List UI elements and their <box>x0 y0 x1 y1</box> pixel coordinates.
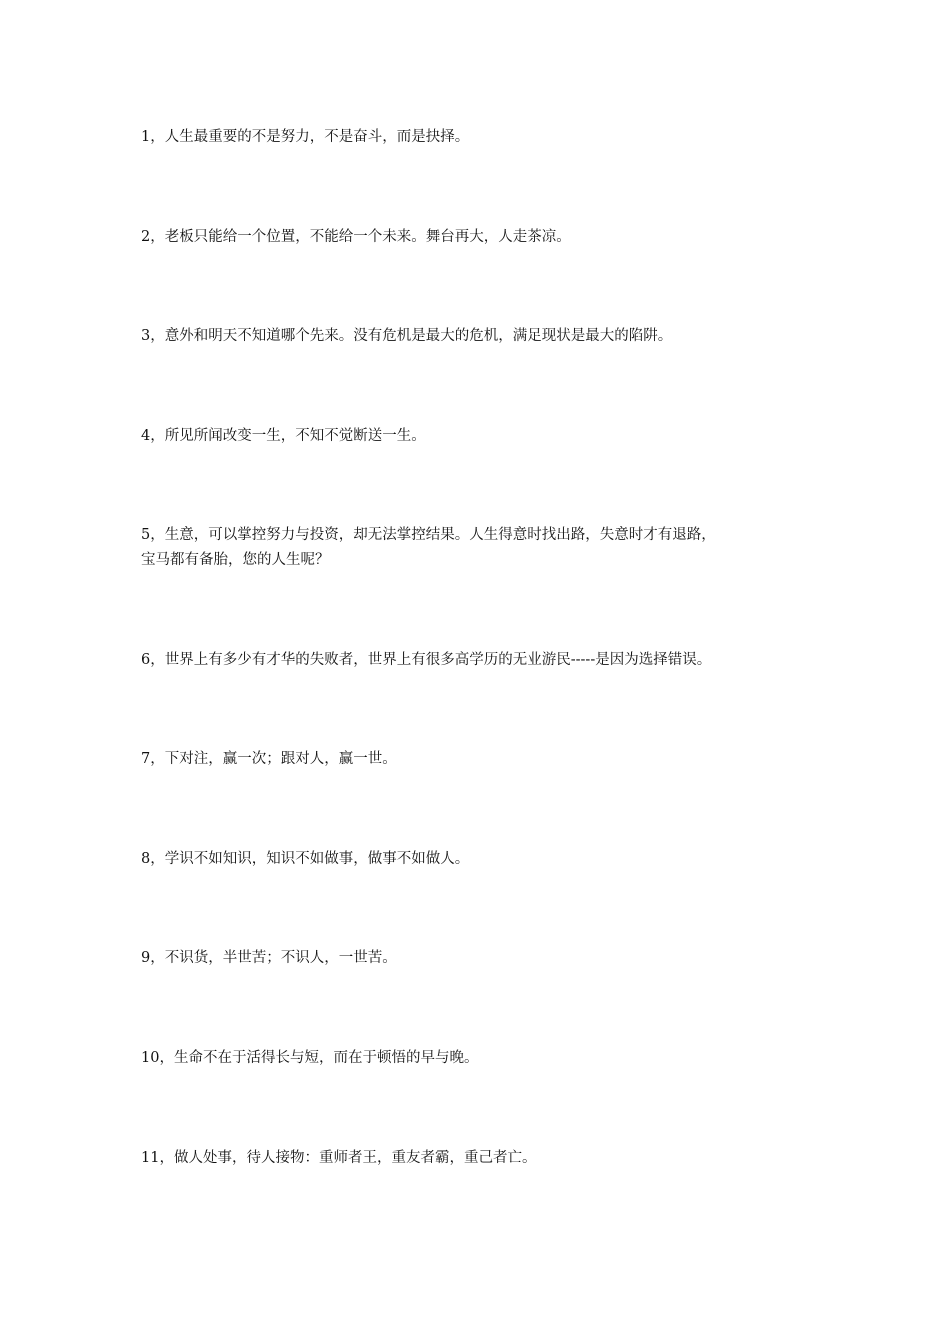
quote-item-6 <box>141 648 831 673</box>
quote-item-11 <box>141 1146 831 1171</box>
quote-text: 7，下对注，赢一次；跟对人，赢一世。 <box>141 751 397 767</box>
quote-text: 9，不识货，半世苦；不识人，一世苦。 <box>141 950 397 966</box>
quote-item-4 <box>141 424 831 449</box>
quote-item-7 <box>141 747 831 772</box>
quote-text: 2，老板只能给一个位置，不能给一个未来。舞台再大，人走茶凉。 <box>141 229 571 245</box>
quote-text: 5，生意，可以掌控努力与投资，却无法掌控结果。人生得意时找出路，失意时才有退路， <box>141 527 716 543</box>
quote-item-10 <box>141 1046 831 1071</box>
quote-text: 6，世界上有多少有才华的失败者，世界上有很多高学历的无业游民-----是因为选择错误。 <box>141 652 712 668</box>
quote-item-5 <box>141 523 831 573</box>
quote-item-3 <box>141 324 831 349</box>
quote-text: 3，意外和明天不知道哪个先来。没有危机是最大的危机，满足现状是最大的陷阱。 <box>141 328 673 344</box>
quote-item-8 <box>141 847 831 872</box>
quote-text: 4，所见所闻改变一生，不知不觉断送一生。 <box>141 428 426 444</box>
quote-text: 10，生命不在于活得长与短，而在于顿悟的早与晚。 <box>141 1050 479 1066</box>
quote-text: 8，学识不如知识，知识不如做事，做事不如做人。 <box>141 851 470 867</box>
quote-text-continued: 宝马都有备胎，您的人生呢？ <box>141 552 330 568</box>
quote-item-9 <box>141 946 831 971</box>
quote-text: 1，人生最重要的不是努力，不是奋斗，而是抉择。 <box>141 129 470 145</box>
quote-item-2 <box>141 225 831 250</box>
quote-item-1 <box>141 125 831 150</box>
quote-text: 11，做人处事，待人接物：重师者王，重友者霸，重己者亡。 <box>141 1150 537 1166</box>
